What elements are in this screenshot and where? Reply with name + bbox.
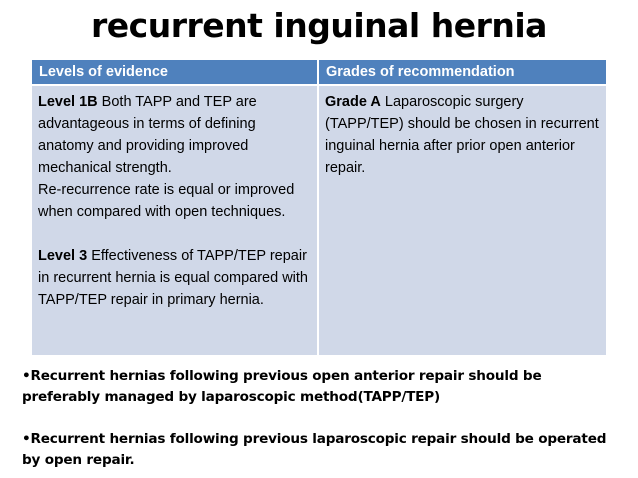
table-header-row (32, 60, 606, 85)
spacer (22, 408, 622, 429)
evidence-table (32, 60, 606, 355)
bullet-laparoscopic-repair: •Recurrent hernias following previous laparoscopic repair should be operated by open repair. (22, 431, 607, 468)
level-1b-label: Level 1B (38, 94, 98, 110)
level-3-text: Effectiveness of TAPP/TEP repair in recurrent hernia is equal compared with TAPP/TEP repair in primary hernia. (38, 248, 308, 308)
level-1b-text: Both TAPP and TEP are advantageous in terms of defining anatomy and providing improved mechanical strength. (38, 94, 257, 176)
slide-title: recurrent inguinal hernia (91, 6, 547, 45)
header-grades-of-recommendation: Grades of recommendation (318, 60, 606, 85)
spacer (38, 223, 311, 245)
grade-a-paragraph (325, 91, 600, 179)
evidence-cell (32, 85, 318, 355)
level-1b-paragraph (38, 91, 311, 179)
recommendation-cell (318, 85, 606, 355)
level-3-label: Level 3 (38, 248, 88, 264)
header-levels-of-evidence: Levels of evidence (32, 60, 318, 85)
bullet-list (22, 366, 622, 471)
rerecurrence-paragraph: Re-recurrence rate is equal or improved when compared with open techniques. (38, 182, 295, 220)
bullet-open-anterior-repair: •Recurrent hernias following previous open anterior repair should be preferably managed by laparoscopic method(TAPP/TEP) (22, 368, 542, 405)
table-row (32, 85, 606, 355)
grade-a-text: Laparoscopic surgery (TAPP/TEP) should be chosen in recurrent inguinal hernia after prior open anterior repair. (325, 94, 599, 176)
grade-a-label: Grade A (325, 94, 381, 110)
level-3-paragraph (38, 245, 311, 311)
